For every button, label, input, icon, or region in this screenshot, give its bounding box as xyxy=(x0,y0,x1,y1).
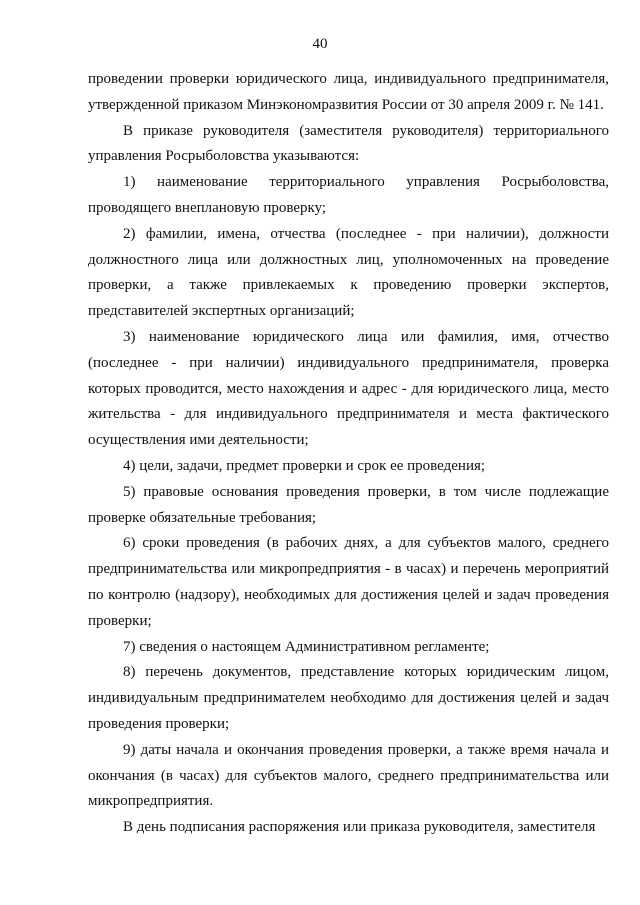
list-item-1: 1) наименование территориального управления Росрыболовства, проводящего внеплановую проверку; xyxy=(88,174,609,216)
paragraph-signing-day: В день подписания распоряжения или приказа руководителя, заместителя xyxy=(123,819,596,836)
list-item-2: 2) фамилии, имена, отчества (последнее - при наличии), должности должностного лица или должностных лиц, уполномоченных на проведение проверки, а также привлекаемых к проведению проверки экспертов, представителей экспертных организаций; xyxy=(88,225,609,320)
paragraph-order-contents-intro: В приказе руководителя (заместителя руководителя) территориального управления Росрыболовства указываются: xyxy=(88,122,609,165)
list-item-5: 5) правовые основания проведения проверки, в том числе подлежащие проверке обязательные требования; xyxy=(88,483,609,526)
paragraph-continuation: проведении проверки юридического лица, индивидуального предпринимателя, утвержденной приказом Минэкономразвития России от 30 апреля 2009 г. № 141. xyxy=(88,71,609,113)
list-item-9: 9) даты начала и окончания проведения проверки, а также время начала и окончания (в часах) для субъектов малого, среднего предпринимательства или микропредприятия. xyxy=(88,741,609,810)
list-item-3: 3) наименование юридического лица или фамилия, имя, отчество (последнее - при наличии) индивидуального предпринимателя, проверка которых проводится, место нахождения и адрес - для юридического лица, место жительства - для индивидуального предпринимателя и места фактического осуществления ими деятельности; xyxy=(88,328,609,449)
list-item-4: 4) цели, задачи, предмет проверки и срок ее проведения; xyxy=(123,457,486,474)
list-item-6: 6) сроки проведения (в рабочих днях, а для субъектов малого, среднего предпринимательства или микропредприятия - в часах) и перечень мероприятий по контролю (надзору), необходимых для достижения целей и задач проведения проверки; xyxy=(88,535,609,629)
list-item-7: 7) сведения о настоящем Административном регламенте; xyxy=(123,638,490,655)
list-item-8: 8) перечень документов, представление которых юридическим лицом, индивидуальным предпринимателем необходимо для достижения целей и задач проведения проверки; xyxy=(88,664,609,732)
page-number: 40 xyxy=(312,36,328,52)
document-body xyxy=(88,67,609,841)
